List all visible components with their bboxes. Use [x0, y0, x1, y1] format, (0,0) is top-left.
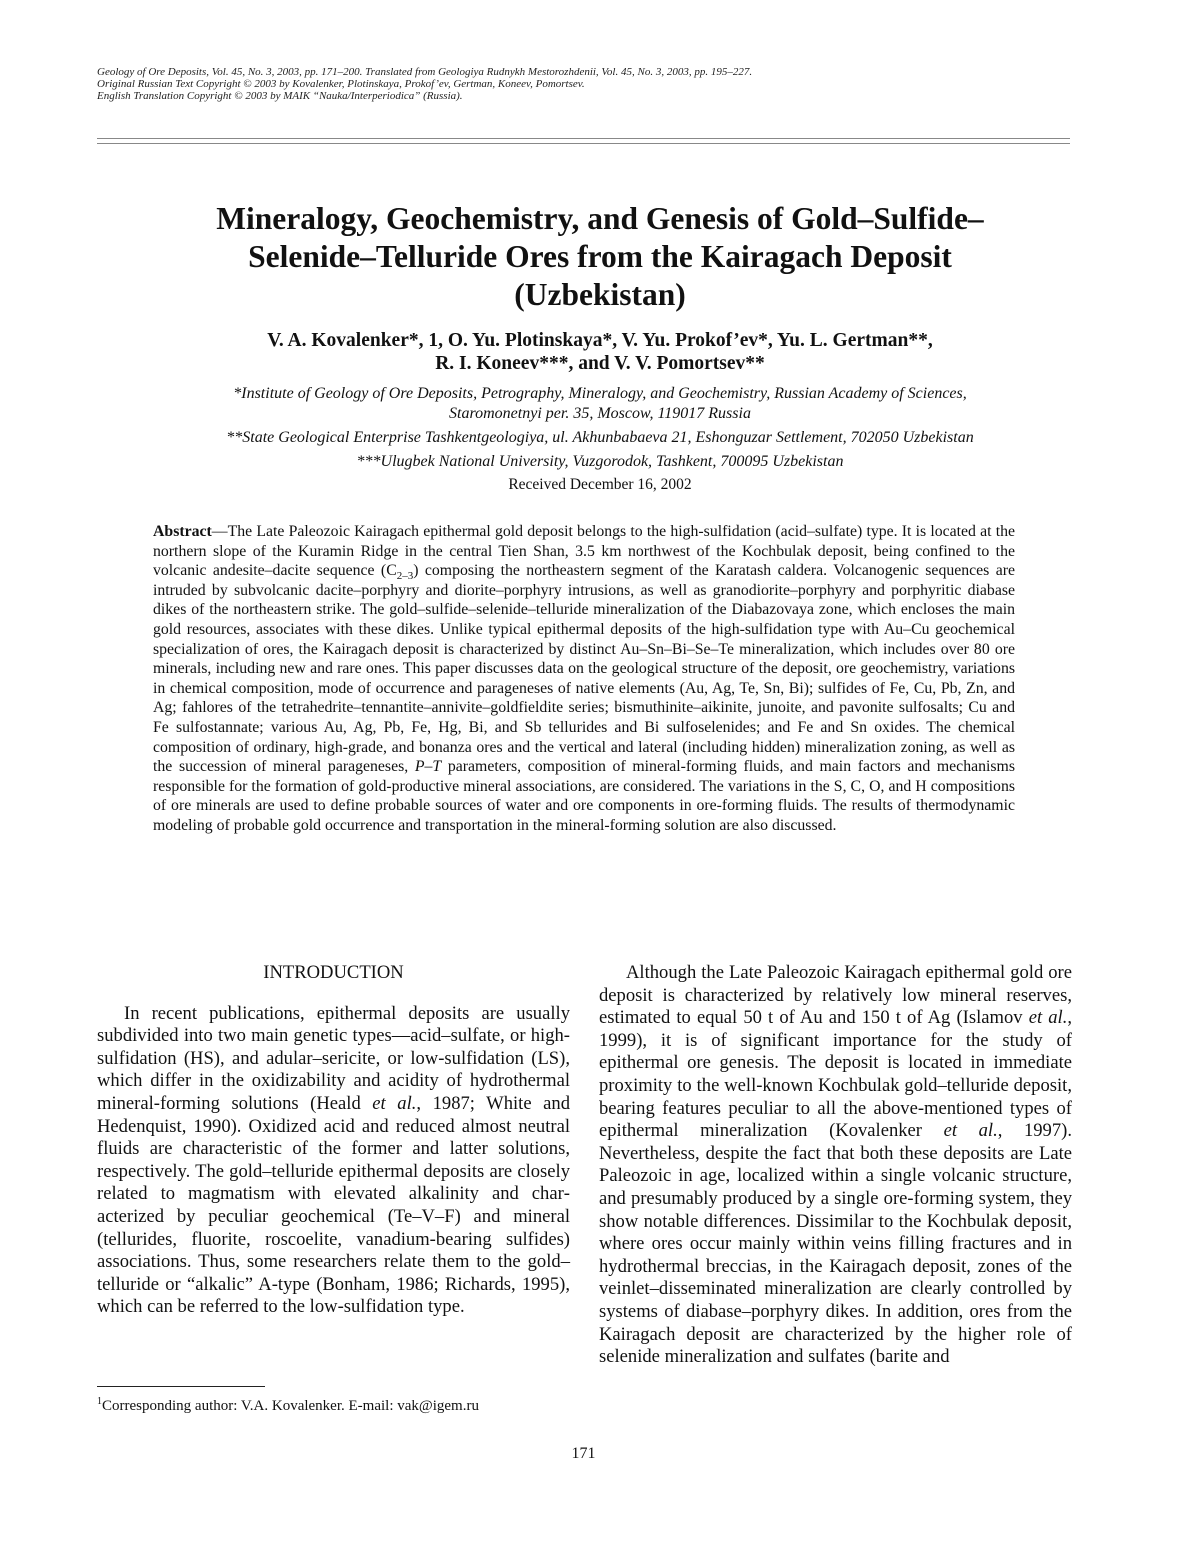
authors-line-1: V. A. Kovalenker*, 1, O. Yu. Plotinskaya*, V. Yu. Prokof’ev*, Yu. L. Gertman**, — [267, 330, 933, 351]
intro-p2-text-2: , 1999), it is of significant importance for the study of epithermal ore genesis. The deposit is located in immediate proximity to the well-known Kochbulak gold–telluride deposit, bearing features peculiar to all the above-mentioned types of epithermal mineralization (Kovalenker — [599, 1007, 1072, 1142]
footnote — [97, 1393, 567, 1415]
footnote-marker: 1 — [97, 1396, 102, 1407]
right-column — [599, 962, 1072, 1369]
affiliation-1-line-1: *Institute of Geology of Ore Deposits, Petrography, Mineralogy, and Geochemistry, Russian Academy of Sciences, — [233, 385, 967, 402]
received-date: Received December 16, 2002 — [508, 476, 692, 493]
header-line-translation-copyright: English Translation Copyright © 2003 by MAIK “Nauka/Interperiodica” (Russia). — [97, 90, 463, 102]
abstract-text-part-1: —The Late Paleozoic Kairagach epithermal gold deposit belongs to the high-sulfidation (acid–sulfate) type. It is located at the northern slope of the Kuramin Ridge in the central Tien Shan, 3.5 km northwest of the Kochbulak deposit, being confined to the volcanic andesite–dacite sequence (C — [153, 523, 1015, 580]
title-line-1: Mineralogy, Geochemistry, and Genesis of Gold–Sulfide– — [216, 201, 984, 236]
header-line-citation: Geology of Ore Deposits, Vol. 45, No. 3, 2003, pp. 171–200. Translated from Geologiya Rudnykh Mestorozhdenii, Vol. 45, No. 3, 2003, pp. 195–227. — [97, 66, 753, 78]
title-line-2: Selenide–Telluride Ores from the Kairagach Deposit — [248, 239, 952, 274]
section-heading-introduction: INTRODUCTION — [263, 962, 404, 983]
affiliation-1-line-2: Staromonetnyi per. 35, Moscow, 119017 Russia — [449, 405, 751, 422]
intro-p2-etal-1: et al. — [1028, 1007, 1068, 1029]
author-list — [100, 329, 1100, 375]
affiliation-3: ***Ulugbek National University, Vuzgorodok, Tashkent, 700095 Uzbekistan — [356, 453, 844, 470]
abstract-subscript: 2–3 — [396, 570, 414, 583]
left-column — [97, 962, 570, 1319]
intro-p1-text-1: In recent publications, epithermal deposits are usually subdivided into two main genetic types—acid–sulfate, or high-sulfidation (HS), and adular–sericite, or low-sulfidation (LS), which differ in the oxidizability and acidity of hydrothermal mineral-forming solutions (Heald — [97, 1002, 570, 1114]
header-line-original-copyright: Original Russian Text Copyright © 2003 by Kovalenker, Plotinskaya, Prokof’ev, Gertman, Koneev, Pomortsev. — [97, 78, 585, 90]
header-rule-top — [97, 138, 1070, 139]
journal-header — [97, 66, 1057, 102]
paper-title — [100, 200, 1100, 314]
intro-paragraph-1 — [97, 1003, 570, 1319]
abstract-pt-italic: P–T — [414, 758, 442, 776]
intro-p2-text-3: , 1997). Nevertheless, despite the fact that both these deposits are Late Paleozoic in age, localized within a single volcanic structure, and presumably produced by a single ore-forming system, they show notable differences. Dissimilar to the Kochbulak deposit, where ores occur mainly within veins filling fractures and in hydrothermal breccias, in the Kairagach deposit, zones of the veinlet–disseminated mineralization are clearly controlled by systems of diabase–porphyry dikes. In addition, ores from the Kairagach deposit are characterized by the higher role of selenide mineralization and sulfates (barite and — [599, 1120, 1072, 1368]
abstract-label: Abstract — [153, 523, 212, 540]
intro-p2-text-1: Although the Late Paleozoic Kairagach epithermal gold ore deposit is characterized by relatively low mineral reserves, estimated to equal 50 t of Au and 150 t of Ag (Islamov — [599, 962, 1072, 1029]
footnote-text: Corresponding author: V.A. Kovalenker. E-mail: vak@igem.ru — [102, 1398, 479, 1414]
affiliations — [100, 384, 1100, 472]
intro-p1-text-2: , 1987; White and Hedenquist, 1990). Oxidized acid and reduced almost neutral fluids are characteristic of the former and latter solutions, respectively. The gold–telluride epithermal deposits are closely related to magmatism with elevated alkalinity and characterized by peculiar geochemical (Te–V–F) and mineral (tellurides, fluorite, roscoelite, vanadium-bearing sulfides) associations. Thus, some researchers relate them to the gold–telluride or “alkalic” A-type (Bonham, 1986; Richards, 1995), which can be referred to the low-sulfidation type. — [97, 1092, 570, 1318]
authors-line-2: R. I. Koneev***, and V. V. Pomortsev** — [435, 353, 765, 374]
intro-paragraph-2 — [599, 962, 1072, 1369]
intro-p1-etal: et al. — [372, 1092, 417, 1114]
abstract — [153, 522, 1015, 836]
header-rule-bottom — [97, 143, 1070, 144]
abstract-text-part-2: ) composing the northeastern segment of the Karatash caldera. Volcanogenic sequences are intruded by subvolcanic dacite–porphyry and diorite–porphyry intrusions, as well as granodiorite–porphyry and porphyritic diabase dikes of the northeastern strike. The gold–sulfide–selenide–telluride mineralization of the Diabazovaya zone, which encloses the main gold resources, associates with these dikes. Unlike typical epithermal deposits of the high-sulfidation type with Au–Cu geochemical specialization of ores, the Kairagach deposit is characterized by distinct Au–Sn–Bi–Se–Te mineralization, which includes over 80 ore minerals, including new and rare ones. This paper discusses data on the geological structure of the deposit, ore geochemistry, variations in chemical composition, mode of occurrence and parageneses of native elements (Au, Ag, Te, Sn, Bi); sulfides of Fe, Cu, Pb, Zn, and Ag; fahlores of the tetrahedrite–tennantite–annivite–goldfieldite series; bismuthinite–aikinite, junoite, and pavonite sulfosalts; Cu and Fe sulfostannate; various Au, Ag, Pb, Fe, Hg, Bi, and Sb tellurides and Bi sulfoselenides; and Fe and Sn oxides. The chemical composition of ordinary, high-grade, and bonanza ores and the vertical and lateral (including hidden) mineralization zoning, as well as the succession of mineral parageneses, — [153, 562, 1016, 776]
footnote-rule — [97, 1386, 265, 1387]
affiliation-2: **State Geological Enterprise Tashkentgeologiya, ul. Akhunbabaeva 21, Eshonguzar Settlement, 702050 Uzbekistan — [226, 429, 974, 446]
abstract-text-part-3: parameters, composition of mineral-forming fluids, and main factors and mechanisms responsible for the formation of gold-productive mineral associations, are considered. The variations in the S, C, O, and H compositions of ore minerals are used to define probable sources of water and ore components in ore-forming fluids. The results of thermodynamic modeling of probable gold occurrence and transportation in the mineral-forming solution are also discussed. — [153, 758, 1015, 834]
title-line-3: (Uzbekistan) — [514, 277, 686, 312]
page-number: 171 — [571, 1445, 596, 1462]
intro-p2-etal-2: et al. — [943, 1120, 998, 1142]
